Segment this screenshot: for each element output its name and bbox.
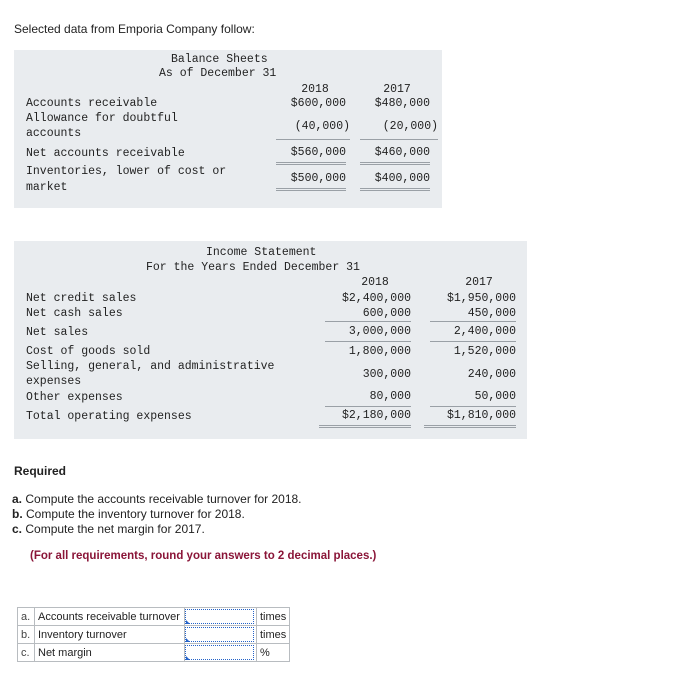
balance-sheet-panel <box>14 50 442 208</box>
answer-label: Net margin <box>35 644 185 662</box>
is-row-label: Net credit sales <box>26 292 137 305</box>
answer-row <box>18 626 290 644</box>
is-row-value-2018: 600,000 <box>325 307 411 322</box>
answer-cell <box>185 626 257 644</box>
bs-row-label: Inventories, lower of cost or <box>26 165 227 178</box>
rounding-note: (For all requirements, round your answers to 2 decimal places.) <box>30 550 377 562</box>
answer-letter: c. <box>18 644 35 662</box>
is-row-label: Net sales <box>26 326 89 339</box>
bs-row-value-2017: $460,000 <box>360 146 430 165</box>
is-year-2017: 2017 <box>465 276 493 289</box>
required-item <box>12 492 302 507</box>
required-item-text: Compute the net margin for 2017. <box>25 522 205 536</box>
bs-row-label: Allowance for doubtful <box>26 112 178 125</box>
is-row-value-2017: 240,000 <box>467 368 516 381</box>
input-marker-icon <box>186 638 190 642</box>
is-row-value-2017: 50,000 <box>430 390 516 407</box>
income-statement-subtitle: For the Years Ended December 31 <box>146 261 360 274</box>
bs-row-value-2017: $400,000 <box>360 172 430 191</box>
required-item <box>12 522 302 537</box>
answer-cell <box>185 608 257 626</box>
is-row-value-2018: $2,180,000 <box>319 409 411 428</box>
is-row-label: Net cash sales <box>26 307 123 320</box>
input-marker-icon <box>186 620 190 624</box>
required-item-text: Compute the accounts receivable turnover for 2018. <box>25 492 302 506</box>
bs-row-value-2018: (40,000) <box>276 120 350 140</box>
required-title: Required <box>14 464 67 478</box>
is-row-value-2017: 450,000 <box>430 307 516 322</box>
is-row-label: Other expenses <box>26 391 123 404</box>
is-year-2018: 2018 <box>361 276 389 289</box>
answer-row <box>18 644 290 662</box>
inventory-turnover-input[interactable] <box>185 627 254 642</box>
required-item-letter: a. <box>12 492 23 506</box>
is-row-value-2018: $2,400,000 <box>341 292 411 305</box>
bs-row-value-2018: $500,000 <box>276 172 346 191</box>
bs-row-label: Net accounts receivable <box>26 147 185 160</box>
net-margin-input[interactable] <box>185 645 254 660</box>
bs-row-label-cont: accounts <box>26 127 82 140</box>
income-statement-panel <box>14 241 527 439</box>
required-item-text: Compute the inventory turnover for 2018. <box>26 507 245 521</box>
ar-turnover-input[interactable] <box>185 609 254 624</box>
answer-label: Accounts receivable turnover <box>35 608 185 626</box>
is-row-value-2017: 2,400,000 <box>430 325 516 342</box>
bs-row-value-2017: (20,000) <box>360 120 438 140</box>
answer-table <box>17 607 290 662</box>
answer-letter: a. <box>18 608 35 626</box>
bs-row-value-2018: $600,000 <box>290 97 346 110</box>
required-item-letter: b. <box>12 507 23 521</box>
answer-cell <box>185 644 257 662</box>
answer-unit: times <box>257 608 290 626</box>
answer-unit: % <box>257 644 290 662</box>
bs-row-label: Accounts receivable <box>26 97 158 110</box>
answer-unit: times <box>257 626 290 644</box>
is-row-value-2017: $1,950,000 <box>446 292 516 305</box>
bs-row-value-2017: $480,000 <box>374 97 430 110</box>
is-row-value-2018: 1,800,000 <box>348 345 411 358</box>
intro-text: Selected data from Emporia Company follow: <box>14 22 255 36</box>
balance-sheet-subtitle: As of December 31 <box>159 67 277 80</box>
is-row-label: Cost of goods sold <box>26 345 151 358</box>
required-item <box>12 507 302 522</box>
income-statement-title: Income Statement <box>206 246 317 259</box>
bs-row-value-2018: $560,000 <box>276 146 346 165</box>
required-item-letter: c. <box>12 522 23 536</box>
answer-row <box>18 608 290 626</box>
required-list <box>12 492 302 537</box>
is-row-value-2017: 1,520,000 <box>453 345 516 358</box>
is-row-value-2017: $1,810,000 <box>424 409 516 428</box>
is-row-label: Selling, general, and administrative <box>26 360 275 373</box>
is-row-label: Total operating expenses <box>26 410 192 423</box>
answer-letter: b. <box>18 626 35 644</box>
answer-label: Inventory turnover <box>35 626 185 644</box>
balance-sheet-title: Balance Sheets <box>171 53 268 66</box>
bs-year-2018: 2018 <box>301 83 329 96</box>
is-row-value-2018: 3,000,000 <box>325 325 411 342</box>
is-row-value-2018: 300,000 <box>362 368 411 381</box>
is-row-label-cont: expenses <box>26 375 82 388</box>
bs-row-label-cont: market <box>26 181 68 194</box>
input-marker-icon <box>186 656 190 660</box>
bs-year-2017: 2017 <box>383 83 411 96</box>
is-row-value-2018: 80,000 <box>325 390 411 407</box>
